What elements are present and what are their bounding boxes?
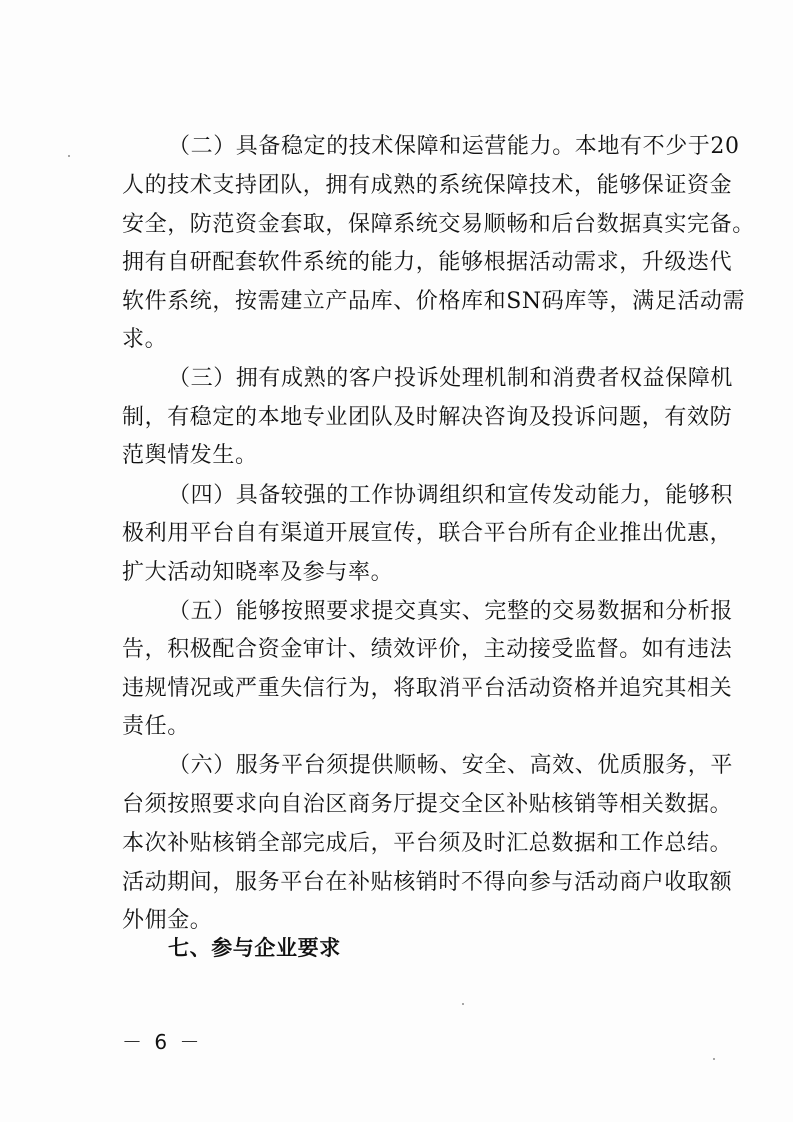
paragraph-2-line-1: （二）具备稳定的技术保障和运营能力。本地有不少于20 <box>168 134 740 159</box>
paragraph-4-line-3: 扩大活动知晓率及参与率。 <box>122 560 394 585</box>
paragraph-6-line-2: 台须按照要求向自治区商务厅提交全区补贴核销等相关数据。 <box>122 792 733 817</box>
paragraph-4-line-2: 极利用平台自有渠道开展宣传，联合平台所有企业推出优惠， <box>122 521 733 546</box>
paragraph-5-line-2: 告，积极配合资金审计、绩效评价，主动接受监督。如有违法 <box>122 637 733 662</box>
paragraph-6-line-3: 本次补贴核销全部完成后，平台须及时汇总数据和工作总结。 <box>122 831 733 856</box>
scan-speck <box>462 1003 464 1005</box>
section-7-heading: 七、参与企业要求 <box>168 936 341 960</box>
paragraph-2-line-4: 拥有自研配套软件系统的能力，能够根据活动需求，升级迭代 <box>122 250 733 275</box>
paragraph-2-line-2: 人的技术支持团队，拥有成熟的系统保障技术，能够保证资金 <box>122 173 733 198</box>
paragraph-6-line-4: 活动期间，服务平台在补贴核销时不得向参与活动商户收取额 <box>122 870 733 895</box>
scan-speck <box>68 155 70 157</box>
paragraph-3-line-2: 制，有稳定的本地专业团队及时解决咨询及投诉问题，有效防 <box>122 405 733 430</box>
paragraph-5-line-4: 责任。 <box>122 714 190 739</box>
paragraph-2-line-5: 软件系统，按需建立产品库、价格库和SN码库等，满足活动需 <box>122 289 746 314</box>
paragraph-6-line-5: 外佣金。 <box>122 908 213 933</box>
paragraph-2-line-6: 求。 <box>122 327 168 352</box>
paragraph-5-line-1: （五）能够按照要求提交真实、完整的交易数据和分析报 <box>168 599 734 624</box>
scan-speck <box>713 1058 715 1060</box>
paragraph-5-line-3: 违规情况或严重失信行为，将取消平台活动资格并追究其相关 <box>122 676 733 701</box>
paragraph-2-line-3: 安全，防范资金套取，保障系统交易顺畅和后台数据真实完备。 <box>122 212 755 237</box>
paragraph-6-line-1: （六）服务平台须提供顺畅、安全、高效、优质服务，平 <box>168 753 734 778</box>
paragraph-3-line-3: 范舆情发生。 <box>122 443 258 468</box>
paragraph-4-line-1: （四）具备较强的工作协调组织和宣传发动能力，能够积 <box>168 483 734 508</box>
page-number: － 6 － <box>122 1030 203 1054</box>
paragraph-3-line-1: （三）拥有成熟的客户投诉处理机制和消费者权益保障机 <box>168 366 734 391</box>
